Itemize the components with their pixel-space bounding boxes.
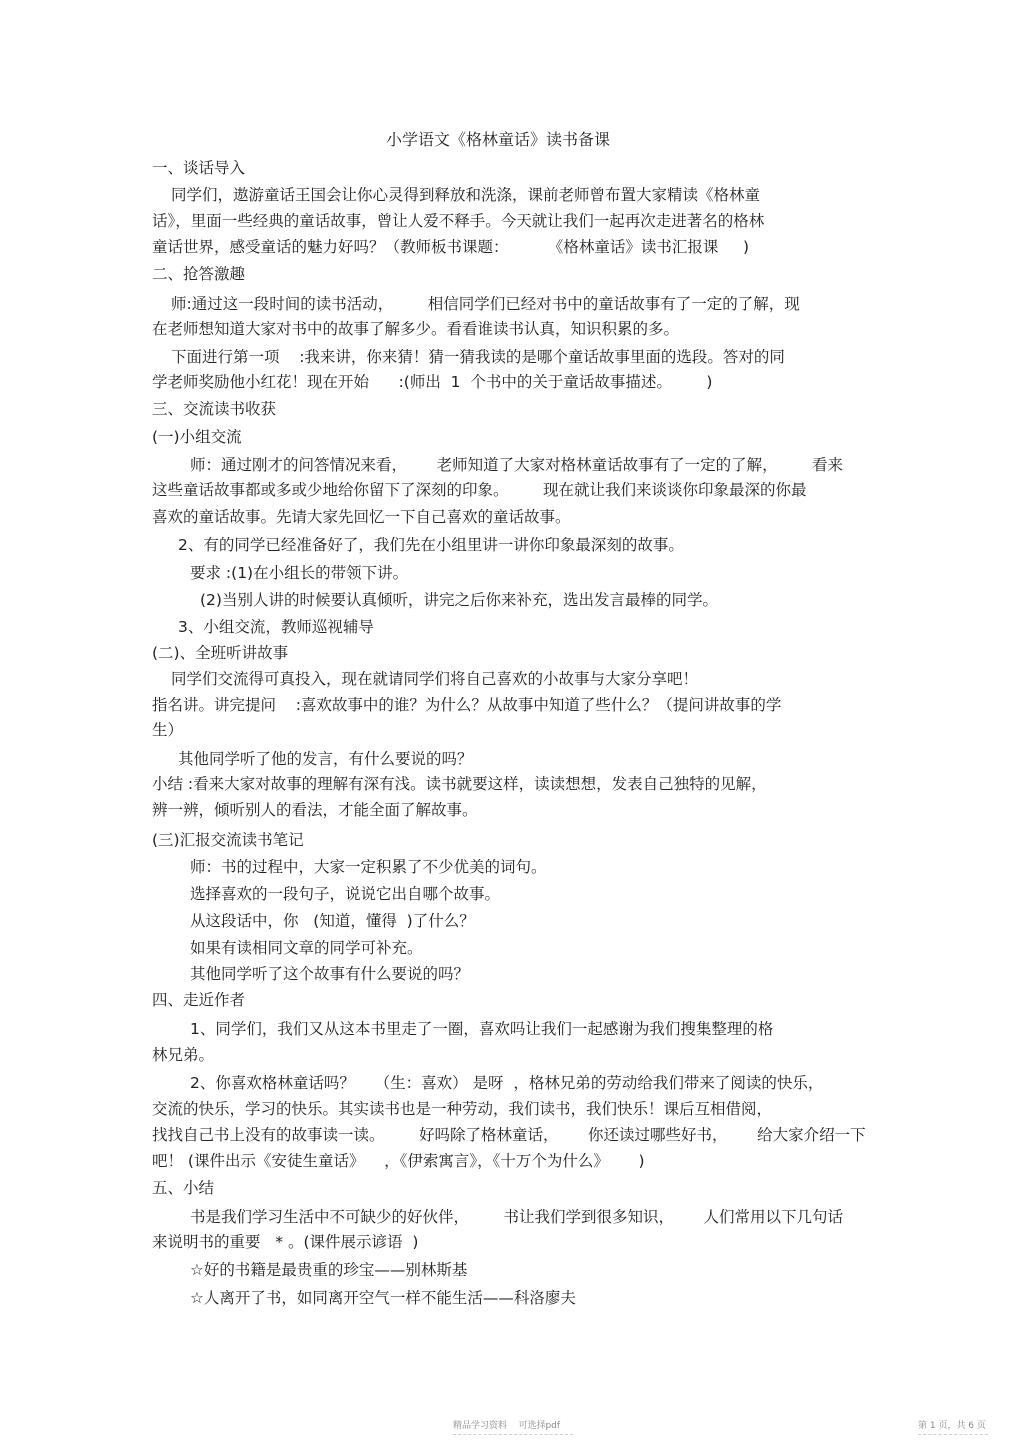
paragraph-line: 要求 :(1)在小组长的带领下讲。 [190,564,409,582]
subsection-heading: (一)小组交流 [152,428,242,446]
quote-line: ☆好的书籍是最贵重的珍宝——别林斯基 [190,1261,468,1279]
paragraph-line: 其他同学听了这个故事有什么要说的吗？ [190,965,470,983]
section-heading: 三、交流读书收获 [152,400,277,418]
paragraph-line: 吧！ (课件出示《安徒生童话》 ，《伊索寓言》，《十万个为什么》 ) [152,1152,645,1170]
paragraph-line: 选择喜欢的一段句子，说说它出自哪个故事。 [190,885,501,903]
paragraph-line: 如果有读相同文章的同学可补充。 [190,939,423,957]
paragraph-line: (2)当别人讲的时候要认真倾听，讲完之后你来补充，选出发言最棒的同学。 [200,591,718,609]
paragraph-line: 找找自己书上没有的故事读一读。 好吗除了格林童话， 你还读过哪些好书， 给大家介绍一下 [152,1126,866,1144]
paragraph-line: 同学们交流得可真投入，现在就请同学们将自己喜欢的小故事与大家分享吧！ [171,670,699,688]
paragraph-line: 小结 :看来大家对故事的理解有深有浅。读书就要这样，读读想想，发表自己独特的见解， [152,775,767,793]
paragraph-line: 话》，里面一些经典的童话故事，曾让人爱不释手。今天就让我们一起再次走进著名的格林 [152,212,765,230]
section-heading: 一、谈话导入 [152,159,246,177]
section-heading: 五、小结 [152,1179,215,1197]
paragraph-line: 林兄弟。 [152,1046,215,1064]
paragraph-line: 3、小组交流，教师巡视辅导 [178,618,374,636]
paragraph-line: 同学们，遨游童话王国会让你心灵得到释放和洗涤，课前老师曾布置大家精读《格林童 [171,186,761,204]
paragraph-line: 喜欢的童话故事。先请大家先回忆一下自己喜欢的童话故事。 [152,508,571,526]
paragraph-line: 学老师奖励他小红花！现在开始 :(师出 1 个书中的关于童话故事描述。 ) [152,373,713,391]
footer-divider [453,1434,573,1435]
footer-divider [918,1434,988,1435]
footer-source-note: 精品学习资料 可选择pdf [453,1421,561,1431]
paragraph-line: 2、有的同学已经准备好了，我们先在小组里讲一讲你印象最深刻的故事。 [178,536,684,554]
paragraph-line: 下面进行第一项 :我来讲，你来猜！猜一猜我读的是哪个童话故事里面的选段。答对的同 [171,348,785,366]
subsection-heading: (二)、全班听讲故事 [152,644,289,662]
paragraph-line: 其他同学听了他的发言，有什么要说的吗？ [178,750,473,768]
section-heading: 四、走近作者 [152,991,246,1009]
paragraph-line: 从这段话中，你 (知道，懂得 )了什么？ [190,912,475,930]
paragraph-line: 2、你喜欢格林童话吗？ （生：喜欢） 是呀 ，格林兄弟的劳动给我们带来了阅读的快乐， [190,1074,824,1092]
document-title: 小学语文《格林童话》读书备课 [386,130,611,149]
paragraph-line: 师：书的过程中，大家一定积累了不少优美的词句。 [190,858,547,876]
paragraph-line: 童话世界，感受童话的魅力好吗？（教师板书课题： 《格林童话》读书汇报课 ) [152,238,750,256]
paragraph-line: 这些童话故事都或多或少地给你留下了深刻的印象。 现在就让我们来谈谈你印象最深的你最 [152,481,807,499]
paragraph-line: 师:通过这一段时间的读书活动， 相信同学们已经对书中的童话故事有了一定的了解，现 [171,295,800,313]
paragraph-line: 1、同学们，我们又从这本书里走了一圈，喜欢吗让我们一起感谢为我们搜集整理的格 [190,1020,774,1038]
paragraph-line: 来说明书的重要 * 。(课件展示谚语 ) [152,1233,419,1251]
paragraph-line: 书是我们学习生活中不可缺少的好伙伴， 书让我们学到很多知识， 人们常用以下几句话 [190,1208,844,1226]
paragraph-line: 交流的快乐，学习的快乐。其实读书也是一种劳动，我们读书，我们快乐！课后互相借阅， [152,1100,773,1118]
quote-line: ☆人离开了书，如同离开空气一样不能生活——科洛廖夫 [190,1289,576,1307]
subsection-heading: (三)汇报交流读书笔记 [152,831,304,849]
paragraph-line: 生） [152,721,184,739]
paragraph-line: 师：通过刚才的问答情况来看， 老师知道了大家对格林童话故事有了一定的了解， 看来 [190,456,844,474]
paragraph-line: 指名讲。讲完提问 :喜欢故事中的谁？为什么？从故事中知道了些什么？（提问讲故事的学 [152,696,782,714]
section-heading: 二、抢答激趣 [152,265,246,283]
footer-page-number: 第 1 页，共 6 页 [918,1421,986,1431]
paragraph-line: 在老师想知道大家对书中的故事了解多少。看看谁读书认真，知识积累的多。 [152,320,680,338]
paragraph-line: 辨一辨，倾听别人的看法，才能全面了解故事。 [152,801,478,819]
